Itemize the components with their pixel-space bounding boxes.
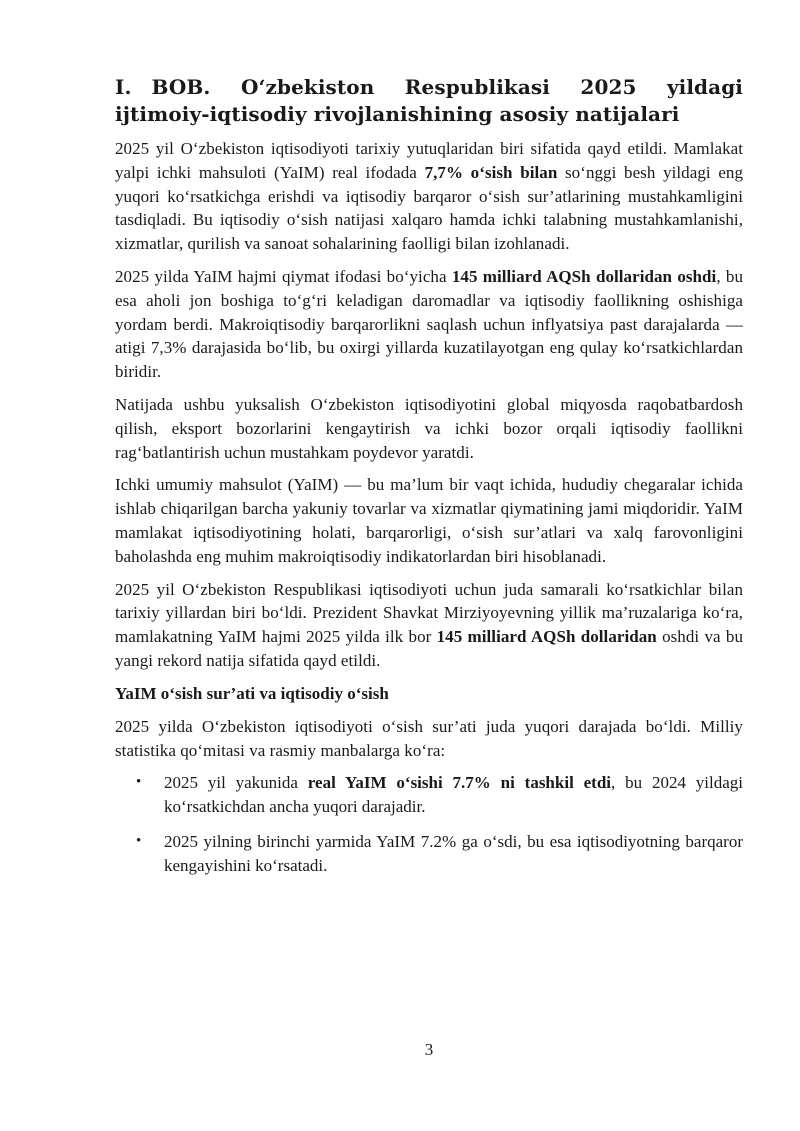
page-number: 3 [424, 1040, 434, 1059]
paragraph-4: Ichki umumiy mahsulot (YaIM) — bu ma’lum bir vaqt ichida, hududiy chegaralar ichida ishlab chiqarilgan barcha yakuniy tovarlar va xizmatlar qiymatining jami miqdoridir. YaIM mamlakat iqtisodiyotining holati, barqarorligi, o‘sish sur’atlari va xalq farovonligini baholashda eng muhim makroiqtisodiy indikatorlardan biri hisoblanadi. [115, 475, 743, 566]
section-subheading: YaIM o‘sish sur’ati va iqtisodiy o‘sish [115, 683, 389, 703]
paragraph-1 [115, 137, 743, 256]
bullet-item [115, 830, 743, 878]
bullet-marker: • [136, 832, 142, 849]
bullet-list [115, 771, 743, 877]
paragraph-2-bold: 145 milliard AQSh dollaridan oshdi [451, 266, 717, 286]
paragraph-5-bold: 145 milliard AQSh dollaridan [436, 627, 657, 647]
paragraph-1-text-c: so‘nggi besh yildagi eng yuqori ko‘rsatkichga erishdi va iqtisodiy barqaror o‘sish sur’atlarining mustahkamligini tasdiqladi. Bu iqtisodiy o‘sish natijasi xalqaro hamda ichki talabning mustahkamlanishi, xizmatlar, qurilish va sanoat sohalarining faolligi bilan izohlanadi. [115, 162, 744, 254]
bullet-1-text-a: 2025 yil yakunida [164, 773, 308, 793]
paragraph-2-text-c: , bu esa aholi jon boshiga to‘g‘ri keladigan daromadlar va iqtisodiy faollikning oshishiga yordam berdi. Makroiqtisodiy barqarorlikni saqlash uchun inflyatsiya past darajalarda — atigi 7,3% darajasida bo‘lib, bu oxirgi yillarda kuzatilayotgan eng qulay ko‘rsatkichlardan biridir. [115, 266, 743, 382]
bullet-marker: • [136, 774, 142, 791]
paragraph-1-bold: 7,7% o‘sish bilan [424, 162, 558, 182]
paragraph-5-text-a: 2025 yil O‘zbekiston Respublikasi iqtisodiyoti uchun juda samarali ko‘rsatkichlar bilan tarixiy yillardan biri bo‘ldi. Prezident Shavkat Mirziyoyevning yillik ma’ruzalariga ko‘ra, mamlakatning YaIM hajmi 2025 yilda ilk bor [115, 579, 743, 647]
chapter-number: I. [115, 75, 132, 99]
paragraph-3: Natijada ushbu yuksalish O‘zbekiston iqtisodiyotini global miqyosda raqobatbardosh qilish, eksport bozorlarini kengaytirish va ichki bozor orqali iqtisodiy faollikni rag‘batlantirish uchun mustahkam poydevor yaratdi. [115, 394, 743, 462]
paragraph-2 [115, 265, 743, 384]
paragraph-5 [115, 578, 743, 673]
bullet-2-text-a: 2025 yilning birinchi yarmida YaIM 7.2% ga o‘sdi, bu esa iqtisodiyotning barqaror kengayishini ko‘rsatadi. [164, 831, 743, 875]
bullet-1-bold: real YaIM o‘sishi 7.7% ni tashkil etdi [307, 773, 612, 793]
bullet-1-text-c: , bu 2024 yildagi ko‘rsatkichdan ancha yuqori darajadir. [164, 773, 744, 817]
chapter-heading [115, 74, 743, 128]
paragraph-1-text-a: 2025 yil O‘zbekiston iqtisodiyoti tarixiy yutuqlaridan biri sifatida qayd etildi. Mamlakat yalpi ichki mahsuloti (YaIM) real ifodada [115, 139, 743, 182]
paragraph-6: 2025 yilda O‘zbekiston iqtisodiyoti o‘sish sur’ati juda yuqori darajada bo‘ldi. Milliy statistika qo‘mitasi va rasmiy manbalarga ko‘ra: [115, 716, 743, 760]
paragraph-2-text-a: 2025 yilda YaIM hajmi qiymat ifodasi bo‘yicha [115, 266, 452, 286]
chapter-title: BOB. O‘zbekiston Respublikasi 2025 yildagi ijtimoiy-iqtisodiy rivojlanishining asosiy natijalari [115, 75, 743, 126]
bullet-item [115, 771, 743, 819]
paragraph-5-text-c: oshdi va bu yangi rekord natija sifatida qayd etildi. [115, 627, 743, 670]
